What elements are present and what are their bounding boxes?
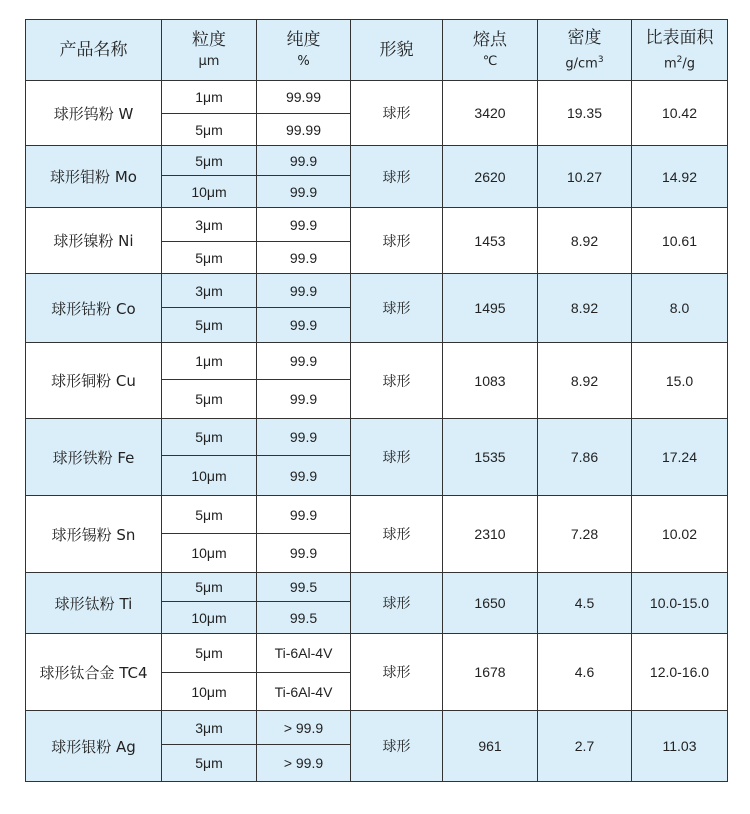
melting-point-cell: 1678 <box>443 634 538 711</box>
product-name-cell: 球形钴粉 Co <box>26 274 162 343</box>
purity-cell: Ti-6Al-4V <box>257 634 351 673</box>
purity-cell: > 99.9 <box>257 711 351 745</box>
table-row <box>26 711 728 745</box>
header-particle-size-unit: μm <box>198 54 220 69</box>
purity-cell: 99.9 <box>257 146 351 176</box>
product-spec-table <box>25 19 728 782</box>
table-row <box>26 419 728 456</box>
purity-cell: 99.5 <box>257 602 351 634</box>
morphology-cell: 球形 <box>351 573 443 634</box>
product-name-cell: 球形钨粉 W <box>26 81 162 146</box>
melting-point-cell: 3420 <box>443 81 538 146</box>
surface-area-cell: 12.0-16.0 <box>632 634 728 711</box>
melting-point-cell: 1495 <box>443 274 538 343</box>
table-row <box>26 343 728 380</box>
melting-point-cell: 2310 <box>443 496 538 573</box>
particle-size-cell: 5μm <box>162 419 257 456</box>
particle-size-cell: 5μm <box>162 380 257 419</box>
melting-point-cell: 1083 <box>443 343 538 419</box>
header-particle-size: 粒度 μm <box>162 20 257 81</box>
purity-cell: 99.9 <box>257 274 351 308</box>
density-cell: 8.92 <box>538 343 632 419</box>
melting-point-cell: 2620 <box>443 146 538 208</box>
product-name-cell: 球形钛粉 Ti <box>26 573 162 634</box>
particle-size-cell: 10μm <box>162 456 257 496</box>
particle-size-cell: 1μm <box>162 343 257 380</box>
table-row <box>26 496 728 534</box>
header-product-name: 产品名称 <box>26 20 162 81</box>
purity-cell: 99.9 <box>257 419 351 456</box>
morphology-cell: 球形 <box>351 419 443 496</box>
density-cell: 4.5 <box>538 573 632 634</box>
header-density: 密度 $g/cm^3$ <box>538 20 632 81</box>
particle-size-cell: 3μm <box>162 208 257 242</box>
particle-size-cell: 10μm <box>162 176 257 208</box>
surface-area-cell: 14.92 <box>632 146 728 208</box>
surface-area-cell: 11.03 <box>632 711 728 782</box>
density-cell: 8.92 <box>538 208 632 274</box>
purity-cell: 99.9 <box>257 380 351 419</box>
surface-area-cell: 10.42 <box>632 81 728 146</box>
particle-size-cell: 5μm <box>162 573 257 602</box>
particle-size-cell: 5μm <box>162 496 257 534</box>
purity-cell: 99.99 <box>257 81 351 114</box>
density-cell: 7.28 <box>538 496 632 573</box>
purity-cell: 99.99 <box>257 114 351 146</box>
table-row <box>26 573 728 602</box>
morphology-cell: 球形 <box>351 274 443 343</box>
density-cell: 4.6 <box>538 634 632 711</box>
density-cell: 7.86 <box>538 419 632 496</box>
header-density-unit: $g/cm^3$ <box>565 54 604 72</box>
table-row <box>26 634 728 673</box>
purity-cell: 99.9 <box>257 242 351 274</box>
surface-area-cell: 10.0-15.0 <box>632 573 728 634</box>
morphology-cell: 球形 <box>351 634 443 711</box>
morphology-cell: 球形 <box>351 81 443 146</box>
table-row <box>26 146 728 176</box>
particle-size-cell: 3μm <box>162 274 257 308</box>
table-row <box>26 208 728 242</box>
particle-size-cell: 3μm <box>162 711 257 745</box>
purity-cell: 99.9 <box>257 534 351 573</box>
purity-cell: Ti-6Al-4V <box>257 673 351 711</box>
morphology-cell: 球形 <box>351 496 443 573</box>
particle-size-cell: 5μm <box>162 634 257 673</box>
particle-size-cell: 5μm <box>162 745 257 782</box>
purity-cell: 99.9 <box>257 456 351 496</box>
particle-size-cell: 5μm <box>162 242 257 274</box>
product-name-cell: 球形锡粉 Sn <box>26 496 162 573</box>
header-row <box>26 20 728 81</box>
melting-point-cell: 961 <box>443 711 538 782</box>
morphology-cell: 球形 <box>351 146 443 208</box>
particle-size-cell: 10μm <box>162 602 257 634</box>
header-area-unit: $m^2/g$ <box>663 54 696 72</box>
melting-point-cell: 1453 <box>443 208 538 274</box>
purity-cell: 99.9 <box>257 496 351 534</box>
morphology-cell: 球形 <box>351 343 443 419</box>
surface-area-cell: 10.61 <box>632 208 728 274</box>
density-cell: 8.92 <box>538 274 632 343</box>
surface-area-cell: 15.0 <box>632 343 728 419</box>
purity-cell: > 99.9 <box>257 745 351 782</box>
product-name-cell: 球形钼粉 Mo <box>26 146 162 208</box>
product-name-cell: 球形铜粉 Cu <box>26 343 162 419</box>
header-melting-point: 熔点 ℃ <box>443 20 538 81</box>
morphology-cell: 球形 <box>351 711 443 782</box>
purity-cell: 99.9 <box>257 343 351 380</box>
melting-point-cell: 1535 <box>443 419 538 496</box>
purity-cell: 99.9 <box>257 208 351 242</box>
header-purity-unit: % <box>297 54 310 69</box>
purity-cell: 99.5 <box>257 573 351 602</box>
surface-area-cell: 8.0 <box>632 274 728 343</box>
purity-cell: 99.9 <box>257 176 351 208</box>
particle-size-cell: 10μm <box>162 673 257 711</box>
surface-area-cell: 10.02 <box>632 496 728 573</box>
product-name-cell: 球形铁粉 Fe <box>26 419 162 496</box>
density-cell: 10.27 <box>538 146 632 208</box>
header-melting-point-unit: ℃ <box>482 54 498 69</box>
particle-size-cell: 1μm <box>162 81 257 114</box>
table-row <box>26 274 728 308</box>
particle-size-cell: 5μm <box>162 146 257 176</box>
density-cell: 2.7 <box>538 711 632 782</box>
morphology-cell: 球形 <box>351 208 443 274</box>
particle-size-cell: 5μm <box>162 308 257 343</box>
product-name-cell: 球形镍粉 Ni <box>26 208 162 274</box>
table-row <box>26 81 728 114</box>
header-purity: 纯度 % <box>257 20 351 81</box>
particle-size-cell: 5μm <box>162 114 257 146</box>
melting-point-cell: 1650 <box>443 573 538 634</box>
product-name-cell: 球形钛合金 TC4 <box>26 634 162 711</box>
density-cell: 19.35 <box>538 81 632 146</box>
particle-size-cell: 10μm <box>162 534 257 573</box>
surface-area-cell: 17.24 <box>632 419 728 496</box>
purity-cell: 99.9 <box>257 308 351 343</box>
header-morphology: 形貌 <box>351 20 443 81</box>
product-name-cell: 球形银粉 Ag <box>26 711 162 782</box>
header-specific-surface-area: 比表面积 $m^2/g$ <box>632 20 728 81</box>
